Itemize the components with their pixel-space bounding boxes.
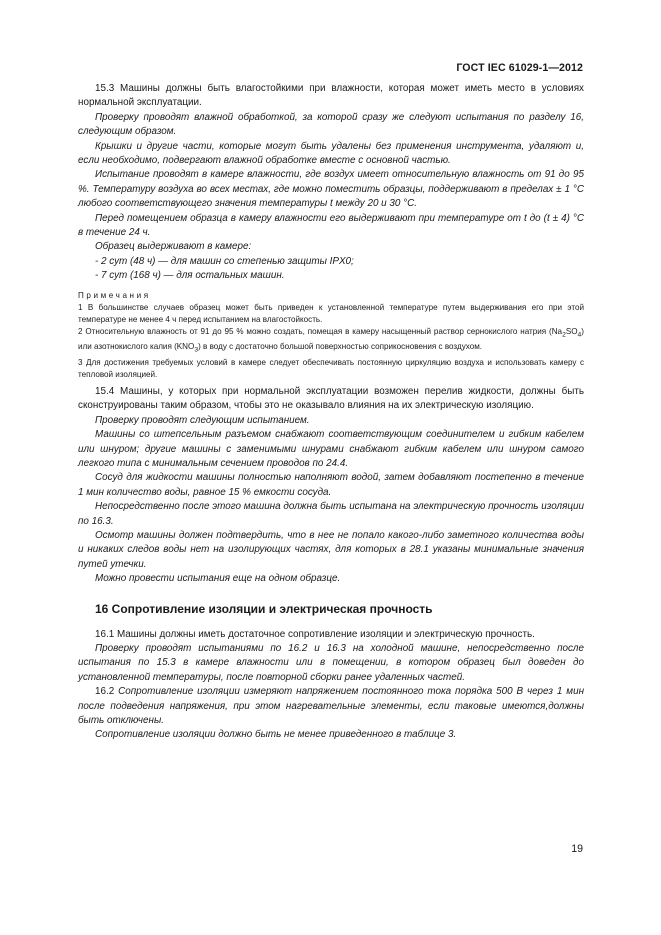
note-1: 1 В большинстве случаев образец может быть приведен к установленной температуре путем выдерживания его при этой температуре не менее 4 ч перед испытанием на влагостойкость. <box>78 302 584 324</box>
clause-15-3-before: Перед помещением образца в камеру влажности его выдерживают при температуре от t до (t ± 4) °С в течение 24 ч. <box>78 212 584 239</box>
clause-16-1-check: Проверку проводят испытаниями по 16.2 и 16.3 на холодной машине, непосредственно после испытания по 15.3 в камере влажности или в помещении, в котором образец был доведен до установленной температуры, после повторной сборки ранее удаленных частей. <box>78 643 584 683</box>
clause-15-3-covers: Крышки и другие части, которые могут быть удалены без применения инструмента, удаляют и, если необходимо, подвергают влажной обработке вместе с основной частью. <box>78 140 584 167</box>
clause-15-3-check: Проверку проводят влажной обработкой, за которой сразу же следуют испытания по разделу 16, следующим образом. <box>78 111 584 138</box>
document-body <box>78 82 584 743</box>
clause-15-4-immediately: Непосредственно после этого машина должна быть испытана на электрическую прочность изоляции по 16.3. <box>78 501 584 527</box>
notes-title: Примечания <box>78 290 151 300</box>
clause-15-4-plug: Машины со штепсельным разъемом снабжают соответствующим соединителем и гибким кабелем или шнуром; другие машины с заменимыми шнурами снабжают гибким кабелем или шнуром самого легкого типа с минимальным сечением проводов по 24.4. <box>78 429 584 469</box>
clause-15-4-another: Можно провести испытания еще на одном образце. <box>95 573 341 585</box>
list-item-ipx0: - 2 сут (48 ч) — для машин со степенью защиты IPX0; <box>95 255 354 267</box>
notes-block <box>78 290 584 381</box>
clause-15-3-kept: Образец выдерживают в камере: <box>95 241 252 253</box>
note-2: 2 Относительную влажность от 91 до 95 % можно создать, помещая в камеру насыщенный раствор сернокислого натрия $(Na_2SO_4)$ или азотнокислого калия $(KNO_3)$ в воду с достаточно большой поверхностью соприкосновения с воздухом. <box>78 326 584 354</box>
clause-15-3-test: Испытание проводят в камере влажности, где воздух имеет относительную влажность от 91 до 95 %. Температуру воздуха во всех местах, где можно поместить образцы, поддерживают в пределах ± 1 °С любого соответствующего значения температуры t между 20 и 30 °С. <box>78 169 584 210</box>
clause-16-1: 16.1 Машины должны иметь достаточное сопротивление изоляции и электрическую прочность. <box>95 628 535 640</box>
clause-15-4-inspect: Осмотр машины должен подтвердить, что в нее не попало какого-либо заметного количества воды и никаких следов воды нет на изолирующих частях, для которых в 28.1 указаны минимальные значения путей утечки. <box>78 529 584 570</box>
clause-16-2-min: Сопротивление изоляции должно быть не менее приведенного в таблице 3. <box>95 729 457 741</box>
note-3: 3 Для достижения требуемых условий в камере следует обеспечивать постоянную циркуляцию воздуха и использовать камеру с тепловой изоляцией. <box>78 357 584 379</box>
clause-15-3: 15.3 Машины должны быть влагостойкими при влажности, которая может иметь место в условиях нормальной эксплуатации. <box>78 83 584 109</box>
section-16-title: 16 Сопротивление изоляции и электрическая прочность <box>95 601 433 616</box>
clause-15-4: 15.4 Машины, у которых при нормальной эксплуатации возможен перелив жидкости, должны быть сконструированы таким образом, чтобы это не оказывало влияния на их электрическую изоляцию. <box>78 385 584 412</box>
clause-16-2: 16.2 Сопротивление изоляции измеряют напряжением постоянного тока порядка 500 В через 1 мин после подведения напряжения, при этом нагревательные элементы, если таковые имеются,должны быть отключены. <box>78 686 585 727</box>
list-item-other: - 7 сут (168 ч) — для остальных машин. <box>95 270 285 282</box>
clause-15-4-check: Проверку проводят следующим испытанием. <box>95 414 310 426</box>
clause-15-4-vessel: Сосуд для жидкости машины полностью наполняют водой, затем добавляют постепенно в течение 1 мин количество воды, равное 15 % емкости сосуда. <box>78 472 584 498</box>
document-id-header: ГОСТ IEC 61029-1—2012 <box>456 62 583 74</box>
page-number: 19 <box>571 843 583 855</box>
